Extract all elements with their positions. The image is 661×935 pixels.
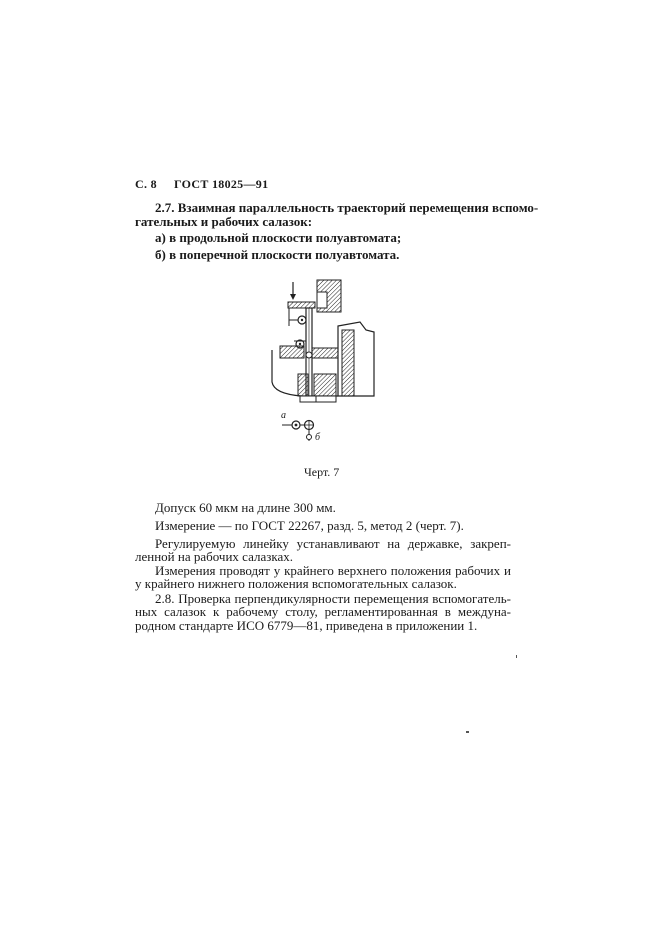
measurement-text: Измерение — по ГОСТ 22267, разд. 5, метод 2 (черт. 7). [155,518,464,533]
standard-designation: ГОСТ 18025—91 [174,177,269,191]
carriage-block [280,346,304,358]
figure-7-drawing [262,278,387,453]
paragraph-measure-line2: у крайнего нижнего положения вспомогательных салазок. [135,576,457,591]
section-2-7-title-line1: 2.7. Взаимная параллельность траекторий перемещения вспомо- [155,200,539,215]
tolerance-text: Допуск 60 мкм на длине 300 мм. [155,500,336,515]
paragraph-measure-line1: Измерения проводят у крайнего верхнего положения рабочих и [155,563,511,578]
scan-speck [466,731,469,733]
section-2-8-line1: 2.8. Проверка перпендикулярности перемещения вспомогатель- [155,591,511,606]
section-2-7-item-a: а) в продольной плоскости полуавтомата; [155,230,402,245]
section-2-7-title-line2: гательных и рабочих салазок: [135,214,313,229]
paragraph-ruler-line1: Регулируемую линейку устанавливают на державке, закреп- [155,536,511,551]
section-2-8-line3: родном стандарте ИСО 6779—81, приведена в приложении 1. [135,618,478,633]
down-arrow-icon [290,282,296,300]
label-a: а [281,410,286,421]
section-2-7-item-b: б) в поперечной плоскости полуавтомата. [155,247,400,262]
page-number: С. 8 [135,177,157,191]
paragraph-ruler-line2: ленной на рабочих салазках. [135,549,293,564]
section-2-8-line2: ных салазок к рабочему столу, регламентированная в междуна- [135,604,511,619]
scan-speck [516,655,517,658]
dial-indicator-icon [298,316,306,324]
figure-caption: Черт. 7 [304,465,340,479]
label-b: б [315,432,321,443]
